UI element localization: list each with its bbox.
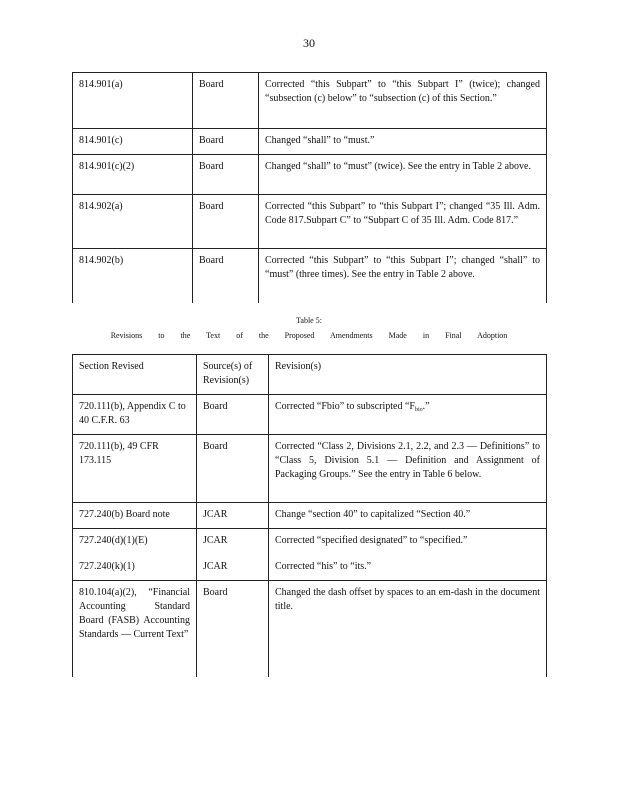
- revision-cell: Corrected “this Subpart” to “this Subpart I”; changed “35 Ill. Adm. Code 817.Subpart C” to “Subpart C of 35 Ill. Adm. Code 817.”: [259, 195, 547, 249]
- table-header-row: [73, 355, 547, 395]
- table-row: [73, 129, 547, 155]
- section-cell: 814.901(c)(2): [73, 155, 193, 195]
- source-cell: Board: [193, 155, 259, 195]
- source-cell: Board: [197, 581, 269, 677]
- section-line: 727.240(d)(1)(E): [79, 535, 148, 546]
- revision-cell: Changed “shall” to “must.”: [259, 129, 547, 155]
- source-cell: JCAR: [197, 503, 269, 529]
- source-line: JCAR: [203, 535, 228, 546]
- section-line: 727.240(k)(1): [79, 561, 135, 572]
- source-cell: Board: [193, 195, 259, 249]
- table-row: [73, 581, 547, 677]
- subscript-text: bio: [414, 407, 423, 413]
- revision-cell: [269, 395, 547, 435]
- revision-cell: Corrected “this Subpart” to “this Subpart I” (twice); changed “subsection (c) below” to “subsection (c) of this Section.”: [259, 73, 547, 129]
- revision-cell: Corrected “Class 2, Divisions 2.1, 2.2, and 2.3 — Definitions” to “Class 5, Division 5.1 — Definition and Assignment of Packaging Groups.” See the entry in Table 6 below.: [269, 435, 547, 503]
- table-caption-title: Revisions to the Text of the Proposed Amendments Made in Final Adoption: [110, 331, 508, 340]
- table-row: [73, 195, 547, 249]
- table-row: [73, 503, 547, 529]
- source-cell: Board: [197, 435, 269, 503]
- revision-cell: Changed “shall” to “must” (twice). See the entry in Table 2 above.: [259, 155, 547, 195]
- section-cell: 720.111(b), Appendix C to 40 C.F.R. 63: [73, 395, 197, 435]
- section-cell: 720.111(b), 49 CFR 173.115: [73, 435, 197, 503]
- table-row: [73, 73, 547, 129]
- table-row: [73, 435, 547, 503]
- source-cell: [197, 529, 269, 581]
- header-revisions: Revision(s): [269, 355, 547, 395]
- header-section-revised: Section Revised: [73, 355, 197, 395]
- revisions-table-continued: [72, 72, 547, 303]
- source-cell: Board: [193, 73, 259, 129]
- revision-cell: [269, 529, 547, 581]
- section-cell: 810.104(a)(2), “Financial Accounting Standard Board (FASB) Accounting Standards — Current Text”: [73, 581, 197, 677]
- revisions-table-5: [72, 354, 547, 677]
- section-cell: [73, 529, 197, 581]
- section-cell: 814.902(b): [73, 249, 193, 303]
- revision-line: Corrected “specified designated” to “specified.”: [275, 535, 468, 546]
- revision-text: Corrected “Fbio” to subscripted “F: [275, 401, 415, 412]
- table-row: [73, 155, 547, 195]
- section-cell: 727.240(b) Board note: [73, 503, 197, 529]
- table-row: [73, 529, 547, 581]
- table-row: [73, 249, 547, 303]
- source-cell: Board: [197, 395, 269, 435]
- revision-cell: Corrected “this Subpart” to “this Subpart I”; changed “shall” to “must” (three times). See the entry in Table 2 above.: [259, 249, 547, 303]
- source-line: JCAR: [203, 561, 228, 572]
- source-cell: Board: [193, 129, 259, 155]
- section-cell: 814.902(a): [73, 195, 193, 249]
- table-row: [73, 395, 547, 435]
- source-cell: Board: [193, 249, 259, 303]
- section-cell: 814.901(c): [73, 129, 193, 155]
- page-number: 30: [303, 36, 315, 50]
- revision-line: Corrected “his” to “its.”: [275, 561, 372, 572]
- section-cell: 814.901(a): [73, 73, 193, 129]
- header-sources: Source(s) of Revision(s): [197, 355, 269, 395]
- revision-text-end: .”: [422, 401, 430, 412]
- table-caption-label: Table 5:: [296, 316, 322, 325]
- revision-cell: Change “section 40” to capitalized “Section 40.”: [269, 503, 547, 529]
- revision-cell: Changed the dash offset by spaces to an em-dash in the document title.: [269, 581, 547, 677]
